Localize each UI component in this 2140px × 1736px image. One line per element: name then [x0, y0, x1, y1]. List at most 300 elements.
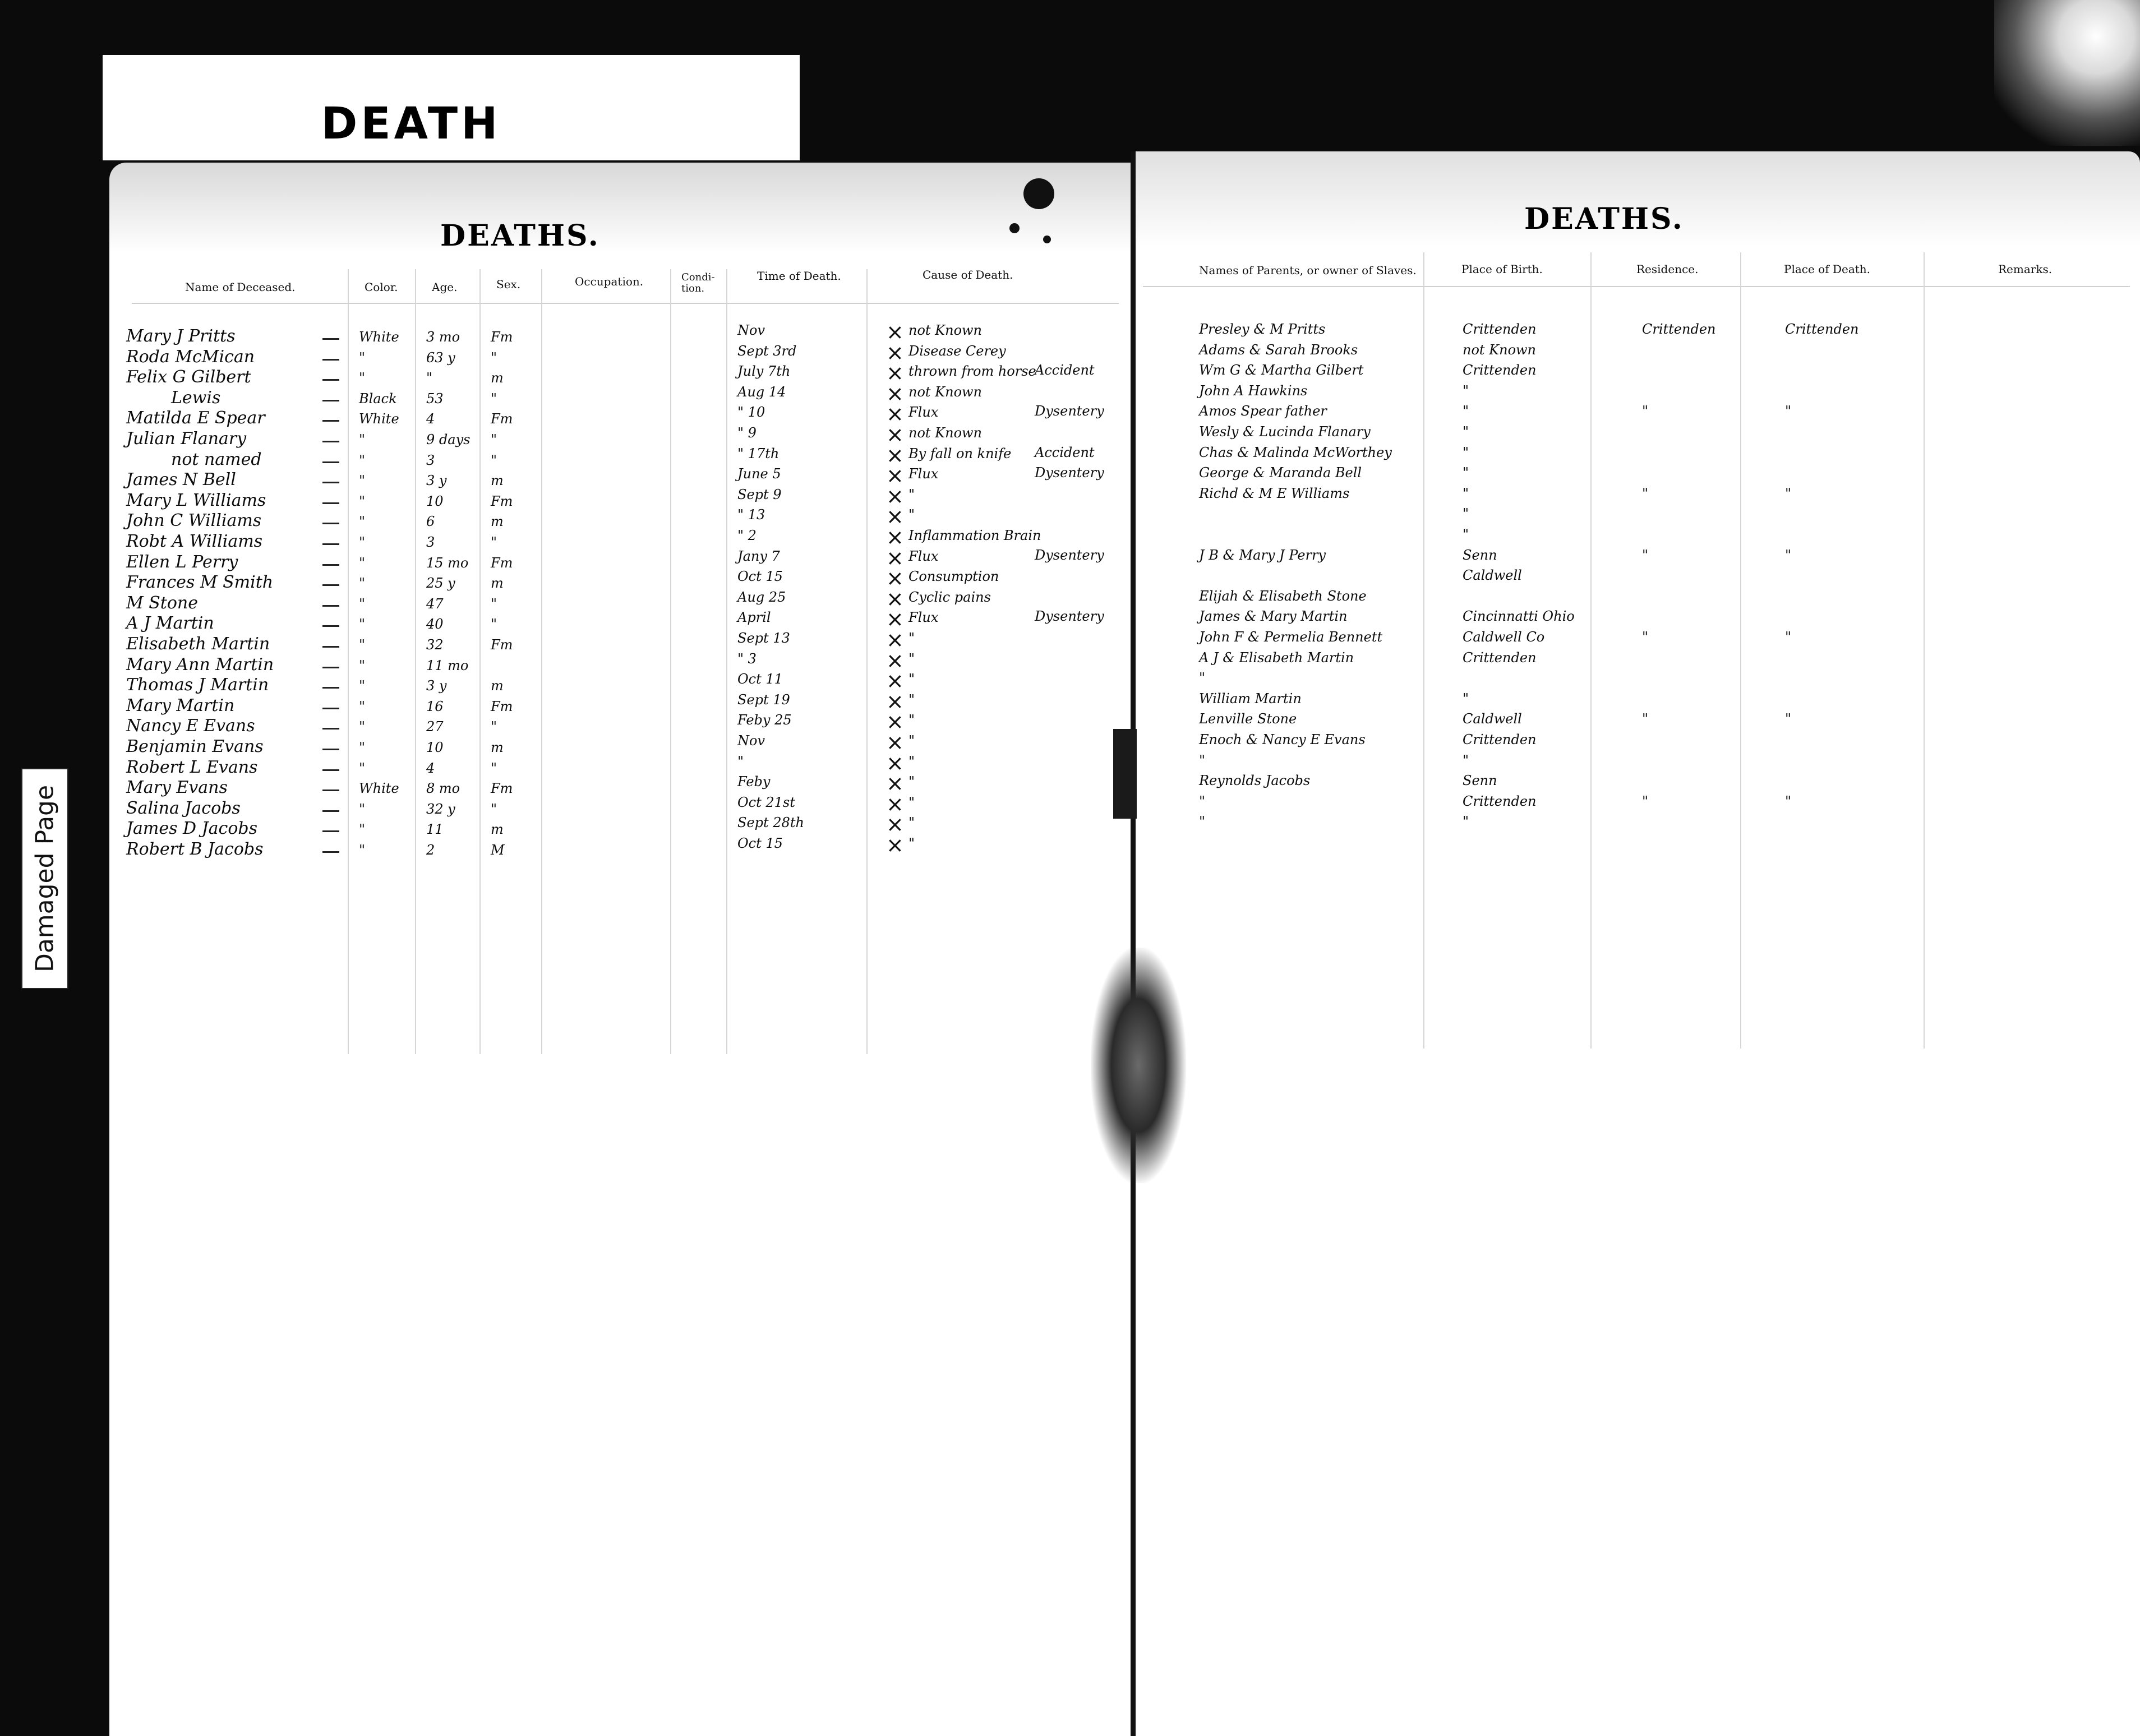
deceased-name: Roda McMican — [126, 347, 255, 367]
parents-name: Chas & Malinda McWorthey — [1199, 445, 1392, 460]
cause-of-death: thrown from horse — [908, 363, 1036, 379]
place-of-birth: " — [1463, 424, 1469, 440]
time-of-death: Jany 7 — [737, 548, 780, 564]
entry-dash — [322, 687, 339, 689]
col-age: Age. — [432, 280, 458, 294]
deceased-name: Robert B Jacobs — [126, 839, 264, 859]
entry-dash — [322, 543, 339, 545]
entry-dash — [322, 810, 339, 812]
parents-name: " — [1199, 793, 1206, 809]
deceased-sex: m — [491, 678, 504, 694]
deceased-color: " — [359, 370, 366, 386]
deceased-color: " — [359, 493, 366, 509]
cause-of-death: not Known — [908, 322, 983, 338]
cause-of-death: Flux — [908, 404, 939, 420]
parents-name: Adams & Sarah Brooks — [1199, 342, 1358, 358]
deceased-age: 16 — [426, 699, 444, 714]
deceased-name: Elisabeth Martin — [126, 634, 270, 654]
deceased-name: Thomas J Martin — [126, 675, 269, 695]
entry-dash — [322, 625, 339, 627]
cause-tick-mark: × — [886, 689, 904, 714]
deceased-age: 6 — [426, 514, 435, 529]
deceased-age: 9 days — [426, 432, 471, 447]
tab-title: DEATH — [321, 99, 501, 149]
time-of-death: " 17th — [737, 446, 780, 461]
deceased-sex: " — [491, 453, 497, 468]
entry-dash — [322, 830, 339, 832]
deceased-age: 3 mo — [426, 329, 460, 345]
cause-of-death: " — [908, 507, 915, 523]
deceased-age: 32 y — [426, 801, 455, 817]
entry-dash — [322, 482, 339, 483]
col-divider — [726, 269, 727, 1054]
cause-of-death: " — [908, 712, 915, 728]
residence: Crittenden — [1642, 321, 1716, 337]
deceased-color: " — [359, 842, 366, 858]
deceased-age: 53 — [426, 391, 444, 407]
col-sex: Sex. — [496, 278, 521, 291]
deceased-name: Benjamin Evans — [126, 737, 264, 756]
entry-dash — [322, 728, 339, 730]
place-of-birth: Caldwell — [1463, 567, 1522, 583]
entry-dash — [322, 584, 339, 586]
ink-blot — [1009, 223, 1020, 233]
place-of-birth: " — [1463, 752, 1469, 768]
deceased-color: " — [359, 350, 366, 366]
place-of-birth: Crittenden — [1463, 362, 1537, 378]
deceased-sex: Fm — [491, 329, 513, 345]
parents-name: " — [1199, 814, 1206, 829]
cause-tick-mark: × — [886, 648, 904, 673]
entry-dash — [322, 851, 339, 853]
deceased-sex: M — [491, 842, 505, 858]
entry-dash — [322, 502, 339, 504]
time-of-death: Oct 11 — [737, 671, 783, 687]
col-time-of-death: Time of Death. — [757, 269, 841, 283]
right-page-heading: DEATHS. — [1524, 202, 1684, 236]
cause-tick-mark: × — [886, 771, 904, 796]
cause-tick-mark: × — [886, 812, 904, 837]
time-of-death: April — [737, 610, 771, 625]
deceased-color: " — [359, 821, 366, 837]
deceased-age: 3 — [426, 534, 435, 550]
deceased-age: 32 — [426, 637, 444, 653]
deceased-sex: " — [491, 534, 497, 550]
deceased-color: " — [359, 616, 366, 632]
deceased-sex: " — [491, 760, 497, 776]
parents-name: " — [1199, 670, 1206, 686]
time-of-death: Sept 13 — [737, 630, 790, 646]
deceased-sex: Fm — [491, 555, 513, 571]
entry-dash — [322, 359, 339, 361]
deceased-sex: " — [491, 719, 497, 735]
cause-tick-mark: × — [886, 340, 904, 365]
deceased-name: Mary Evans — [126, 778, 228, 797]
deceased-name: Salina Jacobs — [126, 798, 241, 818]
cause-tick-mark: × — [886, 422, 904, 447]
deceased-name: not named — [171, 450, 262, 469]
cause-of-death: not Known — [908, 425, 983, 441]
deceased-color: " — [359, 514, 366, 529]
deceased-color: " — [359, 555, 366, 571]
col-cause-of-death: Cause of Death. — [923, 268, 1013, 281]
residence: " — [1642, 547, 1649, 563]
col-names-of-parents: Names of Parents, or owner of Slaves. — [1199, 264, 1417, 277]
col-divider — [866, 269, 868, 1054]
col-divider — [415, 269, 416, 1054]
cause-tick-mark: × — [886, 361, 904, 385]
col-name-of-deceased: Name of Deceased. — [185, 280, 296, 294]
cause-tick-mark: × — [886, 525, 904, 550]
place-of-birth: Crittenden — [1463, 650, 1537, 666]
deceased-name: Ellen L Perry — [126, 552, 238, 572]
cause-of-death: " — [908, 651, 915, 667]
deceased-color: " — [359, 760, 366, 776]
deceased-sex: Fm — [491, 411, 513, 427]
deceased-age: 63 y — [426, 350, 455, 366]
cause-of-death: " — [908, 630, 915, 646]
cause-of-death: " — [908, 774, 915, 789]
time-of-death: Oct 15 — [737, 835, 783, 851]
deceased-color: " — [359, 534, 366, 550]
deceased-name: Mary Martin — [126, 696, 235, 715]
cause-tick-mark: × — [886, 463, 904, 488]
parents-name: Reynolds Jacobs — [1199, 773, 1311, 788]
cause-tick-mark: × — [886, 484, 904, 509]
cause-of-death: Cyclic pains — [908, 589, 991, 605]
time-of-death: Oct 15 — [737, 569, 783, 584]
residence: " — [1642, 486, 1649, 501]
entry-dash — [322, 338, 339, 340]
left-page-heading: DEATHS. — [440, 219, 600, 253]
parents-name: Amos Spear father — [1199, 403, 1327, 419]
cause-note: Dysentery — [1035, 465, 1104, 481]
parents-name: " — [1199, 752, 1206, 768]
header-rule — [132, 303, 1119, 304]
deceased-sex: " — [491, 801, 497, 817]
deceased-age: 11 — [426, 821, 444, 837]
cause-of-death: " — [908, 733, 915, 749]
entry-dash — [322, 379, 339, 381]
cause-tick-mark: × — [886, 381, 904, 406]
place-of-birth: Crittenden — [1463, 732, 1537, 747]
deceased-sex: m — [491, 821, 504, 837]
col-occupation: Occupation. — [575, 275, 644, 288]
parents-name: Wesly & Lucinda Flanary — [1199, 424, 1371, 440]
parents-name: John F & Permelia Bennett — [1199, 629, 1383, 645]
deceased-name: Mary J Pritts — [126, 326, 236, 346]
col-divider — [541, 269, 542, 1054]
entry-dash — [322, 523, 339, 524]
deceased-sex: " — [491, 350, 497, 366]
deceased-sex: m — [491, 575, 504, 591]
cause-tick-mark: × — [886, 443, 904, 468]
place-of-birth: not Known — [1463, 342, 1537, 358]
col-divider — [348, 269, 349, 1054]
time-of-death: " 13 — [737, 507, 765, 523]
deceased-name: Robert L Evans — [126, 758, 258, 777]
col-divider — [1423, 252, 1424, 1049]
entry-dash — [322, 708, 339, 709]
time-of-death: Sept 19 — [737, 692, 790, 708]
scan-glare — [1994, 0, 2140, 146]
deceased-color: Black — [359, 391, 397, 407]
entry-dash — [322, 441, 339, 442]
cause-of-death: " — [908, 487, 915, 502]
deceased-color: " — [359, 678, 366, 694]
place-of-birth: Senn — [1463, 547, 1497, 563]
deceased-sex: Fm — [491, 493, 513, 509]
entry-dash — [322, 749, 339, 750]
cause-note: Accident — [1035, 445, 1095, 460]
place-of-birth: " — [1463, 691, 1469, 707]
entry-dash — [322, 564, 339, 566]
deceased-color: " — [359, 575, 366, 591]
deceased-sex: Fm — [491, 699, 513, 714]
deceased-age: 10 — [426, 740, 444, 755]
deceased-color: White — [359, 411, 399, 427]
parents-name: Richd & M E Williams — [1199, 486, 1350, 501]
parents-name: John A Hawkins — [1199, 383, 1308, 399]
place-of-death: " — [1785, 711, 1792, 727]
deceased-age: 27 — [426, 719, 444, 735]
deceased-color: White — [359, 781, 399, 796]
cause-tick-mark: × — [886, 730, 904, 755]
residence: " — [1642, 793, 1649, 809]
deceased-age: 40 — [426, 616, 444, 632]
residence: " — [1642, 629, 1649, 645]
time-of-death: " 3 — [737, 651, 757, 667]
time-of-death: Sept 3rd — [737, 343, 797, 359]
deceased-name: Robt A Williams — [126, 532, 263, 551]
place-of-birth: " — [1463, 383, 1469, 399]
place-of-birth: " — [1463, 445, 1469, 460]
time-of-death: June 5 — [737, 466, 781, 482]
deceased-name: Mary L Williams — [126, 491, 266, 510]
time-of-death: " — [737, 754, 744, 769]
place-of-birth: Crittenden — [1463, 321, 1537, 337]
deceased-sex: m — [491, 514, 504, 529]
cause-note: Dysentery — [1035, 608, 1104, 624]
parents-name: James & Mary Martin — [1199, 608, 1348, 624]
time-of-death: Nov — [737, 733, 765, 749]
cause-tick-mark: × — [886, 546, 904, 570]
deceased-name: James D Jacobs — [126, 819, 258, 838]
ink-blot — [1023, 178, 1054, 209]
binding-clip — [1113, 729, 1137, 819]
deceased-name: James N Bell — [126, 470, 236, 490]
deceased-age: 3 y — [426, 678, 447, 694]
place-of-death: Crittenden — [1785, 321, 1859, 337]
deceased-sex: Fm — [491, 781, 513, 796]
col-divider — [1590, 252, 1592, 1049]
parents-name: J B & Mary J Perry — [1199, 547, 1326, 563]
cause-of-death: Consumption — [908, 569, 999, 584]
parents-name: Presley & M Pritts — [1199, 321, 1326, 337]
entry-dash — [322, 646, 339, 648]
cause-tick-mark: × — [886, 792, 904, 816]
col-divider — [1924, 252, 1925, 1049]
deceased-name: Mary Ann Martin — [126, 655, 274, 675]
col-condition: Condi-tion. — [681, 271, 715, 294]
cause-tick-mark: × — [886, 627, 904, 652]
place-of-birth: " — [1463, 486, 1469, 501]
cause-note: Dysentery — [1035, 547, 1104, 563]
entry-dash — [322, 420, 339, 422]
col-remarks: Remarks. — [1998, 262, 2053, 276]
parents-name: A J & Elisabeth Martin — [1199, 650, 1354, 666]
cause-of-death: not Known — [908, 384, 983, 400]
place-of-birth: " — [1463, 527, 1469, 542]
deceased-name: John C Williams — [126, 511, 262, 530]
deceased-sex: " — [491, 432, 497, 447]
deceased-color: " — [359, 699, 366, 714]
deceased-sex: Fm — [491, 637, 513, 653]
cause-of-death: Flux — [908, 548, 939, 564]
deceased-color: White — [359, 329, 399, 345]
col-place-of-birth: Place of Birth. — [1461, 262, 1543, 276]
cause-of-death: " — [908, 671, 915, 687]
place-of-birth: " — [1463, 465, 1469, 481]
col-divider — [479, 269, 481, 1054]
place-of-birth: Crittenden — [1463, 793, 1537, 809]
cause-of-death: " — [908, 835, 915, 851]
cause-tick-mark: × — [886, 401, 904, 426]
deceased-name: Nancy E Evans — [126, 716, 255, 736]
deceased-sex: " — [491, 391, 497, 407]
deceased-age: 4 — [426, 411, 435, 427]
time-of-death: Feby 25 — [737, 712, 792, 728]
time-of-death: July 7th — [737, 363, 791, 379]
cause-tick-mark: × — [886, 320, 904, 344]
place-of-birth: Cincinnatti Ohio — [1463, 608, 1575, 624]
deceased-name: Julian Flanary — [126, 429, 247, 449]
deceased-age: 11 mo — [426, 658, 469, 673]
time-of-death: " 2 — [737, 528, 757, 543]
deceased-age: 15 mo — [426, 555, 469, 571]
place-of-birth: Caldwell Co — [1463, 629, 1545, 645]
cause-tick-mark: × — [886, 504, 904, 529]
ink-blot — [1043, 236, 1051, 243]
deceased-name: Felix G Gilbert — [126, 367, 251, 387]
cause-of-death: " — [908, 795, 915, 810]
parents-name: Wm G & Martha Gilbert — [1199, 362, 1364, 378]
deceased-sex: m — [491, 370, 504, 386]
cause-of-death: " — [908, 815, 915, 830]
cause-tick-mark: × — [886, 668, 904, 693]
cause-tick-mark: × — [886, 833, 904, 857]
time-of-death: " 10 — [737, 404, 765, 420]
deceased-sex: " — [491, 596, 497, 612]
torn-gutter — [1091, 948, 1186, 1183]
deceased-color: " — [359, 801, 366, 817]
deceased-color: " — [359, 453, 366, 468]
place-of-death: " — [1785, 403, 1792, 419]
deceased-age: 3 — [426, 453, 435, 468]
parents-name: George & Maranda Bell — [1199, 465, 1362, 481]
entry-dash — [322, 769, 339, 771]
deceased-age: 2 — [426, 842, 435, 858]
time-of-death: Feby — [737, 774, 771, 789]
deceased-age: 4 — [426, 760, 435, 776]
register-tab — [103, 55, 800, 160]
header-rule — [1143, 286, 2130, 287]
deceased-color: " — [359, 740, 366, 755]
residence: " — [1642, 711, 1649, 727]
time-of-death: Sept 9 — [737, 487, 782, 502]
left-page — [109, 163, 1136, 1736]
place-of-death: " — [1785, 793, 1792, 809]
deceased-age: " — [426, 370, 433, 386]
cause-of-death: Inflammation Brain — [908, 528, 1041, 543]
entry-dash — [322, 400, 339, 401]
time-of-death: Sept 28th — [737, 815, 804, 830]
place-of-death: " — [1785, 547, 1792, 563]
place-of-birth: Senn — [1463, 773, 1497, 788]
deceased-color: " — [359, 596, 366, 612]
deceased-sex: " — [491, 616, 497, 632]
damaged-page-text: Damaged Page — [30, 784, 59, 973]
entry-dash — [322, 461, 339, 463]
cause-of-death: Disease Cerey — [908, 343, 1006, 359]
place-of-birth: Caldwell — [1463, 711, 1522, 727]
cause-tick-mark: × — [886, 607, 904, 631]
place-of-death: " — [1785, 486, 1792, 501]
cause-of-death: By fall on knife — [908, 446, 1012, 461]
entry-dash — [322, 667, 339, 668]
time-of-death: Aug 14 — [737, 384, 786, 400]
cause-note: Accident — [1035, 362, 1095, 378]
parents-name: William Martin — [1199, 691, 1302, 707]
place-of-birth: " — [1463, 506, 1469, 521]
cause-of-death: Flux — [908, 466, 939, 482]
parents-name: Lenville Stone — [1199, 711, 1297, 727]
col-place-of-death: Place of Death. — [1784, 262, 1871, 276]
cause-tick-mark: × — [886, 751, 904, 775]
deceased-color: " — [359, 658, 366, 673]
deceased-age: 8 mo — [426, 781, 460, 796]
cause-of-death: " — [908, 692, 915, 708]
entry-dash — [322, 789, 339, 791]
cause-of-death: Flux — [908, 610, 939, 625]
damaged-page-label — [21, 768, 68, 989]
entry-dash — [322, 605, 339, 607]
col-residence: Residence. — [1636, 262, 1699, 276]
time-of-death: Aug 25 — [737, 589, 786, 605]
cause-tick-mark: × — [886, 566, 904, 590]
deceased-age: 3 y — [426, 473, 447, 488]
cause-of-death: " — [908, 754, 915, 769]
cause-tick-mark: × — [886, 709, 904, 734]
place-of-death: " — [1785, 629, 1792, 645]
col-divider — [670, 269, 671, 1054]
deceased-name: Lewis — [171, 388, 221, 408]
cause-note: Dysentery — [1035, 403, 1104, 419]
deceased-age: 25 y — [426, 575, 455, 591]
parents-name: Enoch & Nancy E Evans — [1199, 732, 1366, 747]
place-of-birth: " — [1463, 814, 1469, 829]
time-of-death: Nov — [737, 322, 765, 338]
deceased-name: A J Martin — [126, 613, 214, 633]
parents-name: Elijah & Elisabeth Stone — [1199, 588, 1367, 604]
deceased-age: 47 — [426, 596, 444, 612]
deceased-sex: m — [491, 473, 504, 488]
cause-tick-mark: × — [886, 587, 904, 611]
place-of-birth: " — [1463, 403, 1469, 419]
residence: " — [1642, 403, 1649, 419]
deceased-color: " — [359, 432, 366, 447]
deceased-age: 10 — [426, 493, 444, 509]
